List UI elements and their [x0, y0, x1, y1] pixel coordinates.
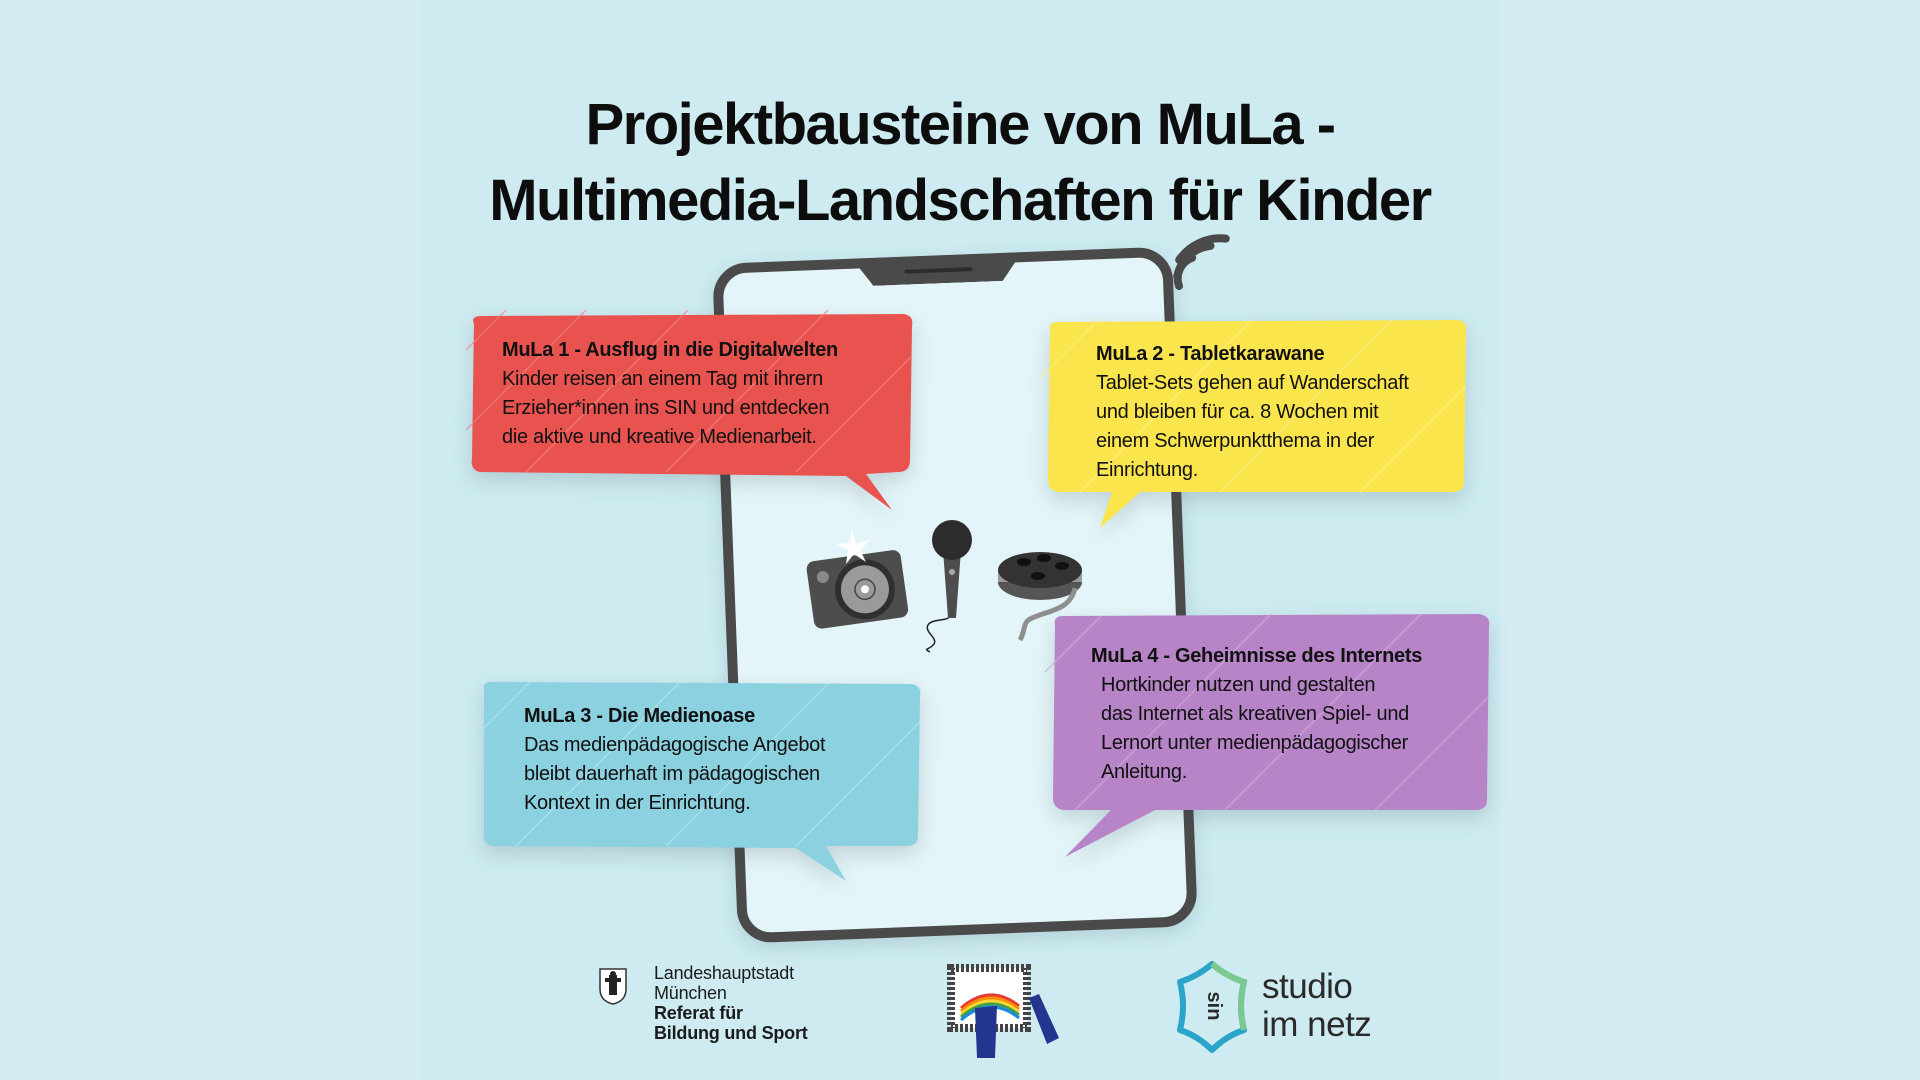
- module-title: MuLa 2 - Tabletkarawane: [1096, 343, 1325, 365]
- module-title: MuLa 1 - Ausflug in die Digitalwelten: [502, 339, 838, 361]
- module-line: Hortkinder nutzen und gestalten: [1101, 674, 1376, 696]
- logo-text-line: im netz: [1262, 1005, 1372, 1044]
- module-content: [524, 702, 914, 818]
- logo-text-line: Referat für: [654, 1003, 743, 1023]
- module-content: [502, 336, 902, 452]
- munich-logo: [598, 963, 858, 1043]
- logo-text-line: studio: [1262, 967, 1353, 1006]
- studio-text: [1262, 968, 1371, 1044]
- module-title: MuLa 3 - Die Medienoase: [524, 705, 755, 727]
- munich-text: [654, 963, 808, 1043]
- svg-text:sin: sin: [1203, 991, 1225, 1021]
- logo-text-line: München: [654, 983, 727, 1003]
- title-line-2: Multimedia-Landschaften für Kinder: [489, 167, 1431, 233]
- munich-crest-icon: [598, 967, 628, 1005]
- module-title: MuLa 4 - Geheimnisse des Internets: [1091, 645, 1423, 667]
- module-line: bleibt dauerhaft im pädagogischen: [524, 763, 820, 785]
- module-line: einem Schwerpunktthema in der: [1096, 430, 1375, 452]
- module-line: Kinder reisen an einem Tag mit ihrern: [502, 368, 823, 390]
- module-line: Lernort unter medienpädagogischer: [1101, 732, 1408, 754]
- sin-hexagon-icon: [1170, 960, 1254, 1054]
- module-line: Erzieher*innen ins SIN und entdecken: [502, 397, 830, 419]
- title-line-1: Projektbausteine von MuLa -: [585, 91, 1335, 157]
- module-line: das Internet als kreativen Spiel- und: [1101, 703, 1409, 725]
- module-card-mula1: [466, 310, 916, 515]
- tablet-drawing-logo: [935, 958, 1065, 1058]
- page-title: [420, 87, 1500, 239]
- module-card-mula3: [476, 676, 926, 881]
- module-line: die aktive und kreative Medienarbeit.: [502, 426, 817, 448]
- module-card-mula4: [1045, 612, 1495, 857]
- camera-icon: [806, 530, 910, 630]
- speaker-slot: [904, 267, 972, 274]
- module-card-mula2: [1040, 318, 1470, 528]
- module-content: [1091, 642, 1491, 787]
- poster: [420, 0, 1500, 1080]
- wifi-signal-icon: [1165, 230, 1255, 310]
- logo-text-line: Bildung und Sport: [654, 1023, 808, 1043]
- module-line: Kontext in der Einrichtung.: [524, 792, 751, 814]
- tablet-notch: [852, 252, 1023, 287]
- module-line: und bleiben für ca. 8 Wochen mit: [1096, 401, 1379, 423]
- module-line: Einrichtung.: [1096, 459, 1199, 481]
- microphone-icon: [927, 520, 972, 652]
- module-line: Anleitung.: [1101, 761, 1187, 783]
- module-line: Tablet-Sets gehen auf Wanderschaft: [1096, 372, 1409, 394]
- module-content: [1096, 340, 1466, 485]
- logo-text-line: Landeshauptstadt: [654, 963, 794, 983]
- module-line: Das medienpädagogische Angebot: [524, 734, 826, 756]
- studio-im-netz-logo: [1170, 958, 1420, 1058]
